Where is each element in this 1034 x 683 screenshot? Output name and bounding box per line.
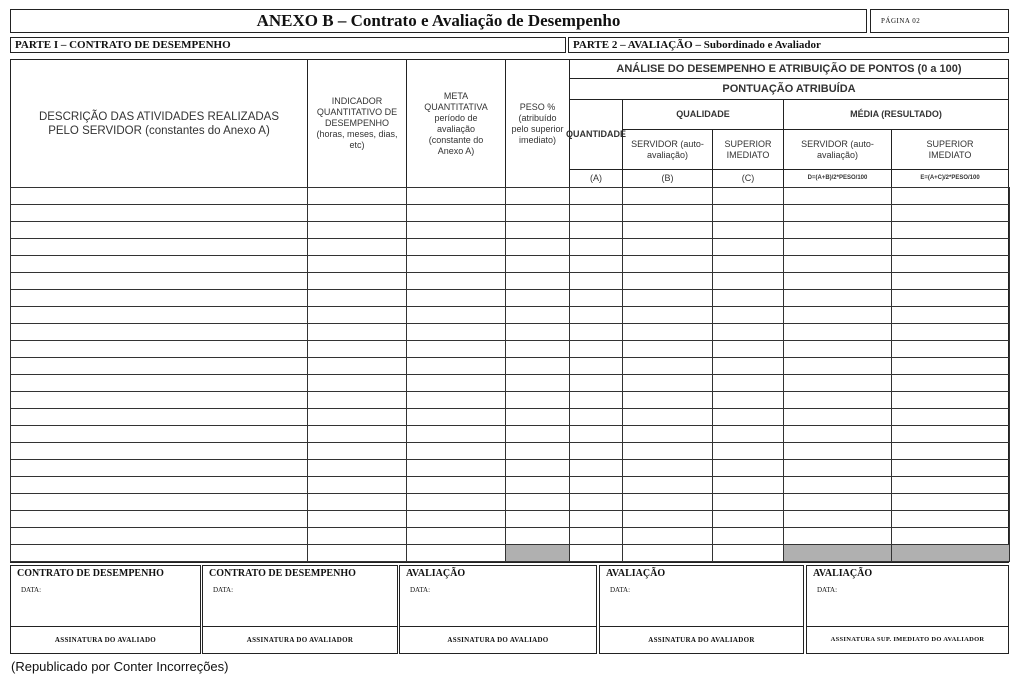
table-cell[interactable] <box>570 188 623 205</box>
table-cell[interactable] <box>407 409 506 426</box>
table-row <box>11 409 1010 426</box>
table-row <box>11 307 1010 324</box>
header-meta: META QUANTITATIVA período de avaliação (constante do Anexo A) <box>406 59 506 188</box>
table-cell[interactable] <box>506 256 570 273</box>
header-indicador: INDICADOR QUANTITATIVO DE DESEMPENHO (horas, meses, dias, etc) <box>307 59 407 188</box>
table-cell[interactable] <box>623 460 713 477</box>
table-cell[interactable] <box>11 341 308 358</box>
page-number: PÁGINA 02 <box>870 9 1009 33</box>
table-cell[interactable] <box>11 545 308 562</box>
table-cell[interactable] <box>308 409 407 426</box>
footer-signature-3[interactable]: ASSINATURA DO AVALIADO <box>399 626 597 654</box>
table-cell[interactable] <box>713 307 784 324</box>
table-cell[interactable] <box>623 188 713 205</box>
table-cell[interactable] <box>713 239 784 256</box>
table-cell[interactable] <box>506 426 570 443</box>
table-cell[interactable] <box>506 477 570 494</box>
table-cell[interactable] <box>308 358 407 375</box>
table-cell[interactable] <box>892 392 1010 409</box>
table-body <box>10 187 1009 563</box>
table-cell[interactable] <box>308 511 407 528</box>
table-cell[interactable] <box>713 205 784 222</box>
table-cell[interactable] <box>713 477 784 494</box>
table-cell[interactable] <box>713 222 784 239</box>
header-servidor-auto: SERVIDOR (auto-avaliação) <box>622 129 713 170</box>
table-cell[interactable] <box>713 324 784 341</box>
table-cell[interactable] <box>892 358 1010 375</box>
footer-box-1[interactable] <box>10 565 201 627</box>
table-cell[interactable] <box>407 256 506 273</box>
table-cell[interactable] <box>784 511 892 528</box>
table-cell[interactable] <box>506 443 570 460</box>
table-cell[interactable] <box>623 239 713 256</box>
table-cell[interactable] <box>308 307 407 324</box>
table-cell[interactable] <box>784 494 892 511</box>
table-row <box>11 477 1010 494</box>
table-cell[interactable] <box>506 290 570 307</box>
table-cell[interactable] <box>892 494 1010 511</box>
table-cell[interactable] <box>713 528 784 545</box>
code-a: (A) <box>569 169 623 188</box>
table-cell[interactable] <box>713 494 784 511</box>
table-cell[interactable] <box>308 494 407 511</box>
footer-title: AVALIAÇÃO <box>606 568 666 579</box>
table-cell[interactable] <box>308 528 407 545</box>
table-row <box>11 375 1010 392</box>
table-cell[interactable] <box>407 358 506 375</box>
table-row <box>11 426 1010 443</box>
table-cell[interactable] <box>713 443 784 460</box>
table-row <box>11 273 1010 290</box>
table-cell[interactable] <box>407 188 506 205</box>
table-cell[interactable] <box>308 443 407 460</box>
table-cell[interactable] <box>892 188 1010 205</box>
table-cell[interactable] <box>506 341 570 358</box>
table-cell[interactable] <box>11 477 308 494</box>
table-cell[interactable] <box>506 375 570 392</box>
table-cell[interactable] <box>407 375 506 392</box>
footer-title: CONTRATO DE DESEMPENHO <box>209 568 356 579</box>
table-row <box>11 205 1010 222</box>
table-cell[interactable] <box>506 460 570 477</box>
table-cell[interactable] <box>11 324 308 341</box>
footer-signature-1[interactable]: ASSINATURA DO AVALIADO <box>10 626 201 654</box>
table-cell[interactable] <box>892 409 1010 426</box>
table-cell[interactable] <box>784 324 892 341</box>
table-cell[interactable] <box>784 307 892 324</box>
table-cell[interactable] <box>407 511 506 528</box>
footer-box-4[interactable] <box>599 565 804 627</box>
table-cell[interactable] <box>784 256 892 273</box>
table-cell[interactable] <box>506 358 570 375</box>
footer-signature-5[interactable]: ASSINATURA SUP. IMEDIATO DO AVALIADOR <box>806 626 1009 654</box>
table-cell[interactable] <box>407 341 506 358</box>
parte2-header: PARTE 2 – AVALIAÇÃO – Subordinado e Avaliador <box>568 37 1009 53</box>
table-cell[interactable] <box>11 239 308 256</box>
table-cell[interactable] <box>570 460 623 477</box>
table-cell[interactable] <box>784 545 892 562</box>
footer-signature-4[interactable]: ASSINATURA DO AVALIADOR <box>599 626 804 654</box>
table-cell[interactable] <box>506 307 570 324</box>
table-cell[interactable] <box>308 324 407 341</box>
table-cell[interactable] <box>407 324 506 341</box>
table-cell[interactable] <box>713 290 784 307</box>
table-cell[interactable] <box>623 290 713 307</box>
table-cell[interactable] <box>623 392 713 409</box>
table-cell[interactable] <box>623 256 713 273</box>
table-cell[interactable] <box>623 409 713 426</box>
table-cell[interactable] <box>784 375 892 392</box>
table-cell[interactable] <box>11 205 308 222</box>
table-cell[interactable] <box>892 256 1010 273</box>
table-cell[interactable] <box>784 528 892 545</box>
table-cell[interactable] <box>407 307 506 324</box>
header-pontuacao: PONTUAÇÃO ATRIBUÍDA <box>569 78 1009 100</box>
table-cell[interactable] <box>11 375 308 392</box>
footer-date: DATA: <box>21 586 42 594</box>
table-row <box>11 188 1010 205</box>
table-cell[interactable] <box>506 545 570 562</box>
table-row <box>11 511 1010 528</box>
header-quantidade: QUANTIDADE <box>569 99 623 170</box>
table-cell[interactable] <box>11 222 308 239</box>
table-cell[interactable] <box>570 426 623 443</box>
table-cell[interactable] <box>713 426 784 443</box>
table-cell[interactable] <box>308 477 407 494</box>
table-cell[interactable] <box>623 477 713 494</box>
table-cell[interactable] <box>407 460 506 477</box>
table-cell[interactable] <box>784 443 892 460</box>
table-cell[interactable] <box>308 341 407 358</box>
table-cell[interactable] <box>784 392 892 409</box>
table-cell[interactable] <box>11 256 308 273</box>
table-cell[interactable] <box>623 375 713 392</box>
table-row <box>11 494 1010 511</box>
footer-date: DATA: <box>817 586 838 594</box>
table-cell[interactable] <box>506 222 570 239</box>
table-cell[interactable] <box>570 443 623 460</box>
footer-signature-2[interactable]: ASSINATURA DO AVALIADOR <box>202 626 398 654</box>
table-cell[interactable] <box>11 409 308 426</box>
table-cell[interactable] <box>623 358 713 375</box>
header-qualidade: QUALIDADE <box>622 99 784 130</box>
republication-note: (Republicado por Conter Incorreções) <box>11 659 229 674</box>
table-cell[interactable] <box>713 545 784 562</box>
table-cell[interactable] <box>892 511 1010 528</box>
table-cell[interactable] <box>570 545 623 562</box>
table-cell[interactable] <box>892 222 1010 239</box>
table-cell[interactable] <box>892 460 1010 477</box>
table-cell[interactable] <box>570 358 623 375</box>
table-cell[interactable] <box>11 460 308 477</box>
table-cell[interactable] <box>506 511 570 528</box>
table-cell[interactable] <box>11 188 308 205</box>
table-cell[interactable] <box>506 494 570 511</box>
table-cell[interactable] <box>713 256 784 273</box>
table-cell[interactable] <box>407 392 506 409</box>
table-cell[interactable] <box>784 273 892 290</box>
table-cell[interactable] <box>11 290 308 307</box>
table-cell[interactable] <box>308 205 407 222</box>
table-cell[interactable] <box>623 205 713 222</box>
table-cell[interactable] <box>308 375 407 392</box>
table-cell[interactable] <box>892 239 1010 256</box>
table-cell[interactable] <box>784 409 892 426</box>
table-cell[interactable] <box>784 358 892 375</box>
table-cell[interactable] <box>506 188 570 205</box>
table-cell[interactable] <box>308 239 407 256</box>
table-cell[interactable] <box>570 375 623 392</box>
table-cell[interactable] <box>570 341 623 358</box>
table-cell[interactable] <box>570 528 623 545</box>
header-media-servidor: SERVIDOR (auto-avaliação) <box>783 129 892 170</box>
footer-box-5[interactable] <box>806 565 1009 627</box>
table-cell[interactable] <box>407 290 506 307</box>
table-cell[interactable] <box>784 477 892 494</box>
table-cell[interactable] <box>308 426 407 443</box>
table-row <box>11 222 1010 239</box>
table-cell[interactable] <box>11 443 308 460</box>
table-cell[interactable] <box>506 324 570 341</box>
table-cell[interactable] <box>570 222 623 239</box>
table-cell[interactable] <box>11 426 308 443</box>
table-cell[interactable] <box>308 273 407 290</box>
table-cell[interactable] <box>713 341 784 358</box>
table-cell[interactable] <box>407 494 506 511</box>
code-c: (C) <box>712 169 784 188</box>
table-row <box>11 341 1010 358</box>
table-cell[interactable] <box>892 375 1010 392</box>
table-cell[interactable] <box>892 528 1010 545</box>
header-analise: ANÁLISE DO DESEMPENHO E ATRIBUIÇÃO DE PONTOS (0 a 100) <box>569 59 1009 79</box>
table-cell[interactable] <box>506 409 570 426</box>
footer-title: AVALIAÇÃO <box>813 568 873 579</box>
header-peso: PESO % (atribuído pelo superior imediato) <box>505 59 570 188</box>
footer-date: DATA: <box>410 586 431 594</box>
table-cell[interactable] <box>11 528 308 545</box>
table-row <box>11 290 1010 307</box>
table-cell[interactable] <box>506 392 570 409</box>
table-cell[interactable] <box>407 477 506 494</box>
table-cell[interactable] <box>784 205 892 222</box>
table-cell[interactable] <box>407 426 506 443</box>
table-cell[interactable] <box>308 392 407 409</box>
header-media-superior: SUPERIOR IMEDIATO <box>891 129 1009 170</box>
table-cell[interactable] <box>570 409 623 426</box>
table-cell[interactable] <box>784 188 892 205</box>
table-cell[interactable] <box>623 528 713 545</box>
table-cell[interactable] <box>11 392 308 409</box>
table-cell[interactable] <box>308 545 407 562</box>
footer-title: AVALIAÇÃO <box>406 568 466 579</box>
table-cell[interactable] <box>407 545 506 562</box>
table-cell[interactable] <box>623 494 713 511</box>
table-cell[interactable] <box>713 409 784 426</box>
table-cell[interactable] <box>11 511 308 528</box>
table-cell[interactable] <box>713 460 784 477</box>
table-cell[interactable] <box>570 494 623 511</box>
table-cell[interactable] <box>713 511 784 528</box>
footer-date: DATA: <box>610 586 631 594</box>
formula-e: E=(A+C)/2*PESO/100 <box>891 169 1009 188</box>
table-cell[interactable] <box>623 307 713 324</box>
table-cell[interactable] <box>407 443 506 460</box>
table-cell[interactable] <box>11 273 308 290</box>
table-cell[interactable] <box>570 392 623 409</box>
table-cell[interactable] <box>892 324 1010 341</box>
table-cell[interactable] <box>713 188 784 205</box>
table-cell[interactable] <box>308 256 407 273</box>
table-row <box>11 324 1010 341</box>
table-row <box>11 256 1010 273</box>
parte1-header: PARTE I – CONTRATO DE DESEMPENHO <box>10 37 566 53</box>
table-cell[interactable] <box>308 290 407 307</box>
table-cell[interactable] <box>892 545 1010 562</box>
table-cell[interactable] <box>407 239 506 256</box>
header-descricao: DESCRIÇÃO DAS ATIVIDADES REALIZADAS PELO SERVIDOR (constantes do Anexo A) <box>10 59 308 188</box>
header-superior-imediato: SUPERIOR IMEDIATO <box>712 129 784 170</box>
footer-title: CONTRATO DE DESEMPENHO <box>17 568 164 579</box>
formula-d: D=(A+B)/2*PESO/100 <box>783 169 892 188</box>
footer-box-2[interactable] <box>202 565 398 627</box>
table-cell[interactable] <box>506 239 570 256</box>
table-cell[interactable] <box>506 205 570 222</box>
table-cell[interactable] <box>570 256 623 273</box>
table-cell[interactable] <box>892 341 1010 358</box>
table-cell[interactable] <box>892 307 1010 324</box>
footer-box-3[interactable] <box>399 565 597 627</box>
table-cell[interactable] <box>892 477 1010 494</box>
table-cell[interactable] <box>784 222 892 239</box>
table-cell[interactable] <box>623 511 713 528</box>
table-cell[interactable] <box>623 273 713 290</box>
table-cell[interactable] <box>407 222 506 239</box>
table-row <box>11 528 1010 545</box>
table-cell[interactable] <box>623 545 713 562</box>
table-cell[interactable] <box>570 239 623 256</box>
table-cell[interactable] <box>623 443 713 460</box>
table-cell[interactable] <box>623 341 713 358</box>
table-cell[interactable] <box>784 239 892 256</box>
table-cell[interactable] <box>506 273 570 290</box>
table-cell[interactable] <box>570 290 623 307</box>
table-cell[interactable] <box>713 392 784 409</box>
table-cell[interactable] <box>407 528 506 545</box>
table-cell[interactable] <box>892 290 1010 307</box>
footer-date: DATA: <box>213 586 234 594</box>
table-cell[interactable] <box>11 494 308 511</box>
table-cell[interactable] <box>11 358 308 375</box>
table-row <box>11 443 1010 460</box>
table-cell[interactable] <box>784 290 892 307</box>
table-cell[interactable] <box>892 426 1010 443</box>
table-cell[interactable] <box>784 426 892 443</box>
table-row <box>11 239 1010 256</box>
table-cell[interactable] <box>308 222 407 239</box>
form-title: ANEXO B – Contrato e Avaliação de Desempenho <box>10 9 867 33</box>
table-cell[interactable] <box>623 222 713 239</box>
table-cell[interactable] <box>892 273 1010 290</box>
table-cell[interactable] <box>713 273 784 290</box>
table-cell[interactable] <box>623 426 713 443</box>
body-grid <box>10 187 1010 562</box>
table-row <box>11 545 1010 562</box>
table-cell[interactable] <box>892 205 1010 222</box>
table-cell[interactable] <box>713 375 784 392</box>
table-cell[interactable] <box>570 273 623 290</box>
table-cell[interactable] <box>11 307 308 324</box>
table-cell[interactable] <box>308 460 407 477</box>
table-cell[interactable] <box>308 188 407 205</box>
code-b: (B) <box>622 169 713 188</box>
header-media: MÉDIA (RESULTADO) <box>783 99 1009 130</box>
table-cell[interactable] <box>407 273 506 290</box>
table-row <box>11 392 1010 409</box>
table-cell[interactable] <box>570 205 623 222</box>
table-cell[interactable] <box>892 443 1010 460</box>
table-cell[interactable] <box>506 528 570 545</box>
table-cell[interactable] <box>570 307 623 324</box>
table-cell[interactable] <box>713 358 784 375</box>
table-row <box>11 460 1010 477</box>
table-cell[interactable] <box>570 324 623 341</box>
table-cell[interactable] <box>407 205 506 222</box>
table-cell[interactable] <box>570 477 623 494</box>
table-row <box>11 358 1010 375</box>
table-cell[interactable] <box>570 511 623 528</box>
table-cell[interactable] <box>623 324 713 341</box>
table-cell[interactable] <box>784 341 892 358</box>
table-cell[interactable] <box>784 460 892 477</box>
